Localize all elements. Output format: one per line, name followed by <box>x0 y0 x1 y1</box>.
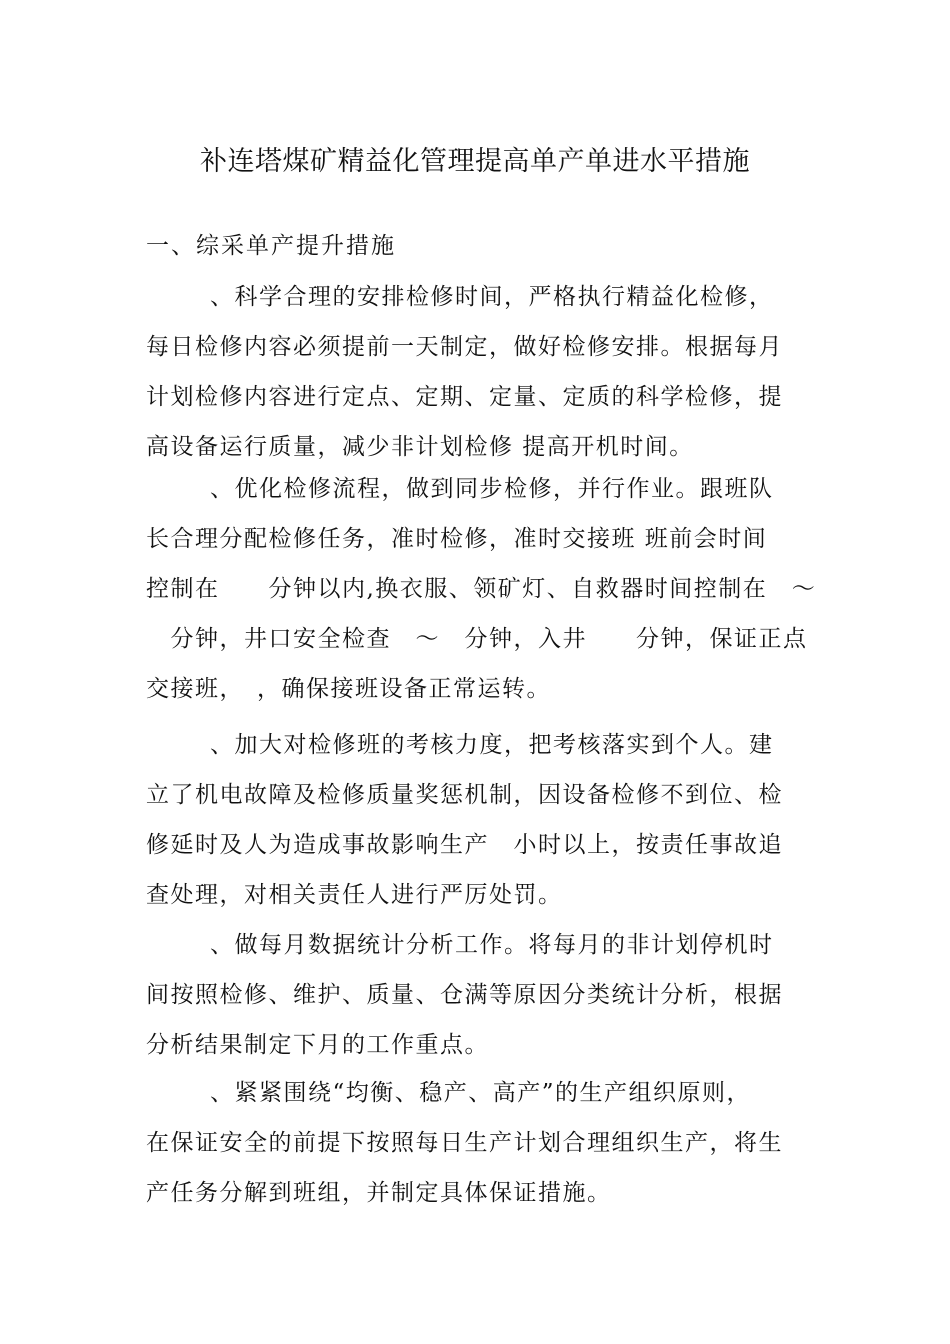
paragraph-line: 每日检修内容必须提前一天制定，做好检修安排。根据每月 <box>146 334 783 360</box>
paragraph-line: 查处理，对相关责任人进行严厉处罚。 <box>146 882 563 908</box>
paragraph-1 <box>146 272 806 472</box>
paragraph-line: 在保证安全的前提下按照每日生产计划合理组织生产，将生 <box>146 1130 783 1156</box>
paragraph-line: 高设备运行质量，减少非计划检修 提高开机时间。 <box>146 434 694 460</box>
paragraph-line: 修延时及人为造成事故影响生产 小时以上，按责任事故追 <box>146 832 783 858</box>
paragraph-line: 产任务分解到班组，并制定具体保证措施。 <box>146 1180 612 1206</box>
paragraph-5 <box>146 1068 806 1218</box>
paragraph-line: 控制在 分钟以内,换衣服、领矿灯、自救器时间控制在 ～ <box>146 576 817 602</box>
document-title: 补连塔煤矿精益化管理提高单产单进水平措施 <box>200 146 750 177</box>
paragraph-line: 间按照检修、维护、质量、仓满等原因分类统计分析，根据 <box>146 982 783 1008</box>
paragraph-line: 、科学合理的安排检修时间，严格执行精益化检修， <box>210 284 774 310</box>
paragraph-line: 分析结果制定下月的工作重点。 <box>146 1032 489 1058</box>
section-heading: 一、综采单产提升措施 <box>146 233 396 259</box>
paragraph-line: 分钟，井口安全检查 ～ 分钟，入井 分钟，保证正点 <box>146 626 808 652</box>
paragraph-3 <box>146 720 806 920</box>
paragraph-line: 长合理分配检修任务，准时检修，准时交接班 班前会时间 <box>146 526 768 552</box>
paragraph-4 <box>146 920 806 1070</box>
paragraph-line: 、优化检修流程，做到同步检修，并行作业。跟班队 <box>210 476 774 502</box>
paragraph-line: 立了机电故障及检修质量奖惩机制，因设备检修不到位、检 <box>146 782 783 808</box>
paragraph-line: 计划检修内容进行定点、定期、定量、定质的科学检修，提 <box>146 384 783 410</box>
paragraph-line: 、紧紧围绕“均衡、稳产、高产”的生产组织原则， <box>210 1080 752 1106</box>
paragraph-line: 、加大对检修班的考核力度，把考核落实到个人。建 <box>210 732 774 758</box>
paragraph-2 <box>146 464 817 714</box>
paragraph-line: 、做每月数据统计分析工作。将每月的非计划停机时 <box>210 932 774 958</box>
paragraph-line: 交接班， ，确保接班设备正常运转。 <box>146 676 551 702</box>
